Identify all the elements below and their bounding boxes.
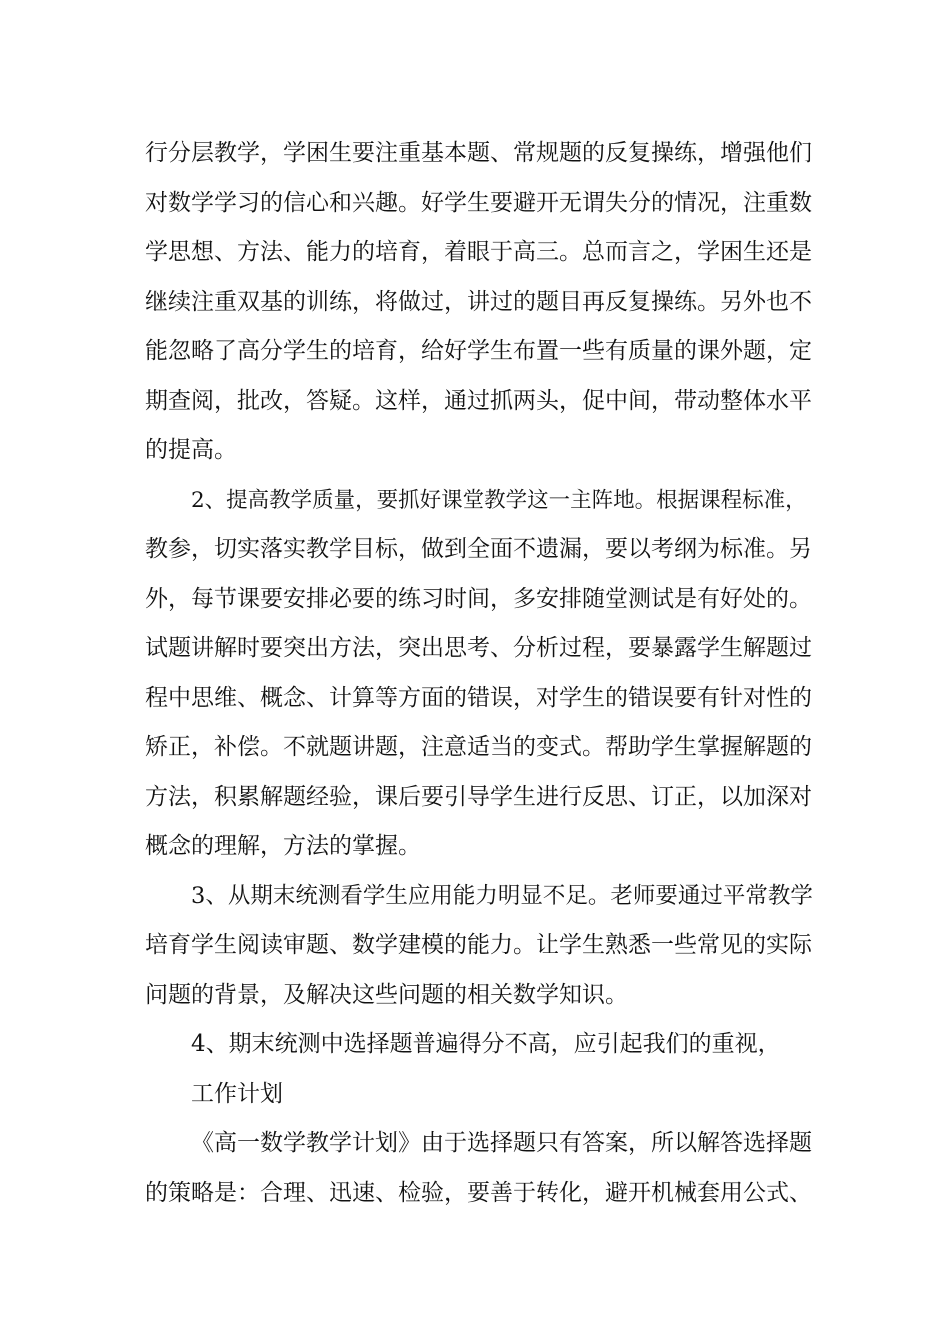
text-line: 培育学生阅读审题、数学建模的能力。让学生熟悉一些常见的实际 — [145, 932, 812, 958]
text-line: 对数学学习的信心和兴趣。好学生要避开无谓失分的情况，注重数 — [145, 189, 812, 216]
text-line: 矫正，补偿。不就题讲题，注意适当的变式。帮助学生掌握解题的 — [145, 734, 812, 760]
text-line: 问题的背景，及解决这些问题的相关数学知识。 — [145, 981, 628, 1008]
text-line: 方法，积累解题经验，课后要引导学生进行反思、订正，以加深对 — [145, 783, 812, 810]
document-body — [145, 129, 815, 1218]
text-line: 的策略是：合理、迅速、检验，要善于转化，避开机械套用公式、 — [145, 1179, 812, 1206]
text-line: 《高一数学教学计划》由于选择题只有答案，所以解答选择题 — [191, 1130, 812, 1156]
text-line: 能忽略了高分学生的培育，给好学生布置一些有质量的课外题，定 — [145, 338, 812, 364]
text-line: 2、提高教学质量，要抓好课堂教学这一主阵地。根据课程标准， — [191, 487, 807, 513]
text-line: 行分层教学，学困生要注重基本题、常规题的反复操练，增强他们 — [145, 140, 812, 166]
text-line: 概念的理解，方法的掌握。 — [145, 833, 421, 859]
text-line: 继续注重双基的训练，将做过，讲过的题目再反复操练。另外也不 — [145, 288, 812, 315]
section-heading: 工作计划 — [191, 1080, 283, 1107]
text-line: 期查阅，批改，答疑。这样，通过抓两头，促中间，带动整体水平 — [145, 387, 812, 414]
text-line: 试题讲解时要突出方法，突出思考、分析过程，要暴露学生解题过 — [145, 635, 812, 661]
text-line: 教参，切实落实教学目标，做到全面不遗漏，要以考纲为标准。另 — [145, 536, 812, 562]
text-line: 外，每节课要安排必要的练习时间，多安排随堂测试是有好处的。 — [145, 585, 812, 612]
text-line: 3、从期末统测看学生应用能力明显不足。老师要通过平常教学 — [191, 882, 813, 909]
text-line: 程中思维、概念、计算等方面的错误，对学生的错误要有针对性的 — [145, 684, 812, 711]
text-line: 的提高。 — [145, 437, 237, 463]
text-line: 学思想、方法、能力的培育，着眼于高三。总而言之，学困生还是 — [145, 239, 812, 265]
text-line: 4、期末统测中选择题普遍得分不高，应引起我们的重视， — [191, 1031, 781, 1057]
